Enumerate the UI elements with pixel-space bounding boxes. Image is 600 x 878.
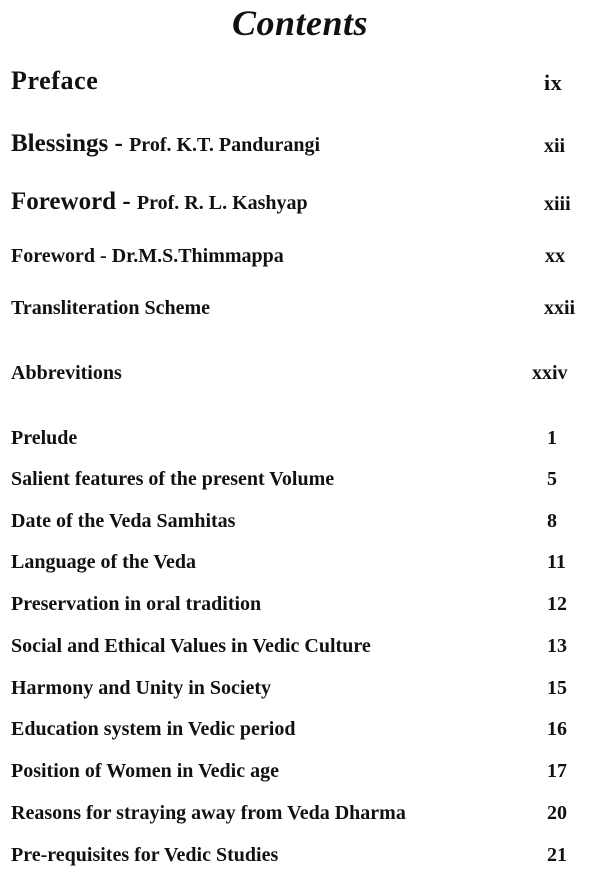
toc-entry-page: 11 — [547, 551, 566, 573]
toc-entry-page: 16 — [547, 718, 567, 740]
toc-entry-title: Foreword - — [11, 188, 137, 215]
toc-entry-title: Pre-requisites for Vedic Studies — [11, 844, 279, 866]
toc-entry-preservation-oral-tradition[interactable] — [0, 588, 600, 616]
toc-entry-title: Education system in Vedic period — [11, 718, 296, 740]
toc-entry-page: ix — [544, 70, 563, 95]
toc-entry-language-of-veda[interactable] — [0, 546, 600, 574]
toc-entry-harmony-unity[interactable] — [0, 672, 600, 700]
toc-entry-page: 20 — [547, 802, 567, 824]
toc-entry-title: Position of Women in Vedic age — [11, 760, 279, 782]
toc-entry-page: 8 — [547, 510, 557, 532]
toc-entry-page: xxii — [544, 297, 576, 319]
toc-entry-page: xiii — [544, 193, 571, 215]
toc-entry-education-system[interactable] — [0, 713, 600, 741]
toc-entry-title: Preservation in oral tradition — [11, 593, 262, 615]
toc-entry-label — [11, 130, 320, 158]
toc-entry-title: Social and Ethical Values in Vedic Culture — [11, 635, 371, 657]
toc-entry-title: Transliteration Scheme — [11, 297, 211, 319]
toc-entry-title: Abbrevitions — [11, 362, 122, 384]
toc-entry-byline: Prof. K.T. Pandurangi — [129, 134, 321, 156]
toc-entry-page: xx — [545, 245, 565, 267]
toc-entry-transliteration-scheme[interactable] — [0, 292, 600, 320]
toc-entry-title: Salient features of the present Volume — [11, 468, 335, 490]
toc-entry-salient-features[interactable] — [0, 463, 600, 491]
toc-entry-blessings[interactable] — [0, 124, 600, 158]
toc-entry-abbrevitions[interactable] — [0, 357, 600, 385]
toc-entry-page: 13 — [547, 635, 567, 657]
toc-entry-social-ethical-values[interactable] — [0, 630, 600, 658]
toc-entry-date-of-veda-samhitas[interactable] — [0, 505, 600, 533]
toc-entry-page: 5 — [547, 468, 557, 490]
toc-entry-pre-requisites[interactable] — [0, 839, 600, 867]
toc-entry-label — [11, 188, 308, 216]
toc-entry-title: Prelude — [11, 427, 78, 449]
toc-entry-byline: Prof. R. L. Kashyap — [136, 192, 308, 214]
toc-entry-foreword-thimmappa[interactable] — [0, 240, 600, 268]
toc-entry-page: xii — [544, 135, 566, 157]
toc-entry-foreword-kashyap[interactable] — [0, 182, 600, 216]
toc-entry-title: Reasons for straying away from Veda Dharma — [11, 802, 406, 824]
toc-entry-page: 15 — [547, 677, 567, 699]
toc-entry-title: Foreword - Dr.M.S.Thimmappa — [11, 245, 284, 267]
toc-entry-preface[interactable] — [0, 62, 600, 96]
toc-entry-title: Date of the Veda Samhitas — [11, 510, 236, 532]
toc-entry-prelude[interactable] — [0, 422, 600, 450]
toc-entry-page: 12 — [547, 593, 567, 615]
toc-entry-page: 17 — [547, 760, 567, 782]
toc-entry-title: Preface — [11, 66, 99, 95]
toc-entry-page: 1 — [547, 427, 557, 449]
toc-entry-page: 21 — [547, 844, 567, 866]
toc-entry-reasons-for-straying[interactable] — [0, 797, 600, 825]
toc-entry-title: Blessings - — [11, 130, 130, 157]
page-title: Contents — [231, 3, 369, 43]
toc-entry-title: Harmony and Unity in Society — [11, 677, 272, 699]
toc-entry-title: Language of the Veda — [11, 551, 197, 573]
toc-entry-position-of-women[interactable] — [0, 755, 600, 783]
toc-entry-page: xxiv — [532, 362, 568, 384]
